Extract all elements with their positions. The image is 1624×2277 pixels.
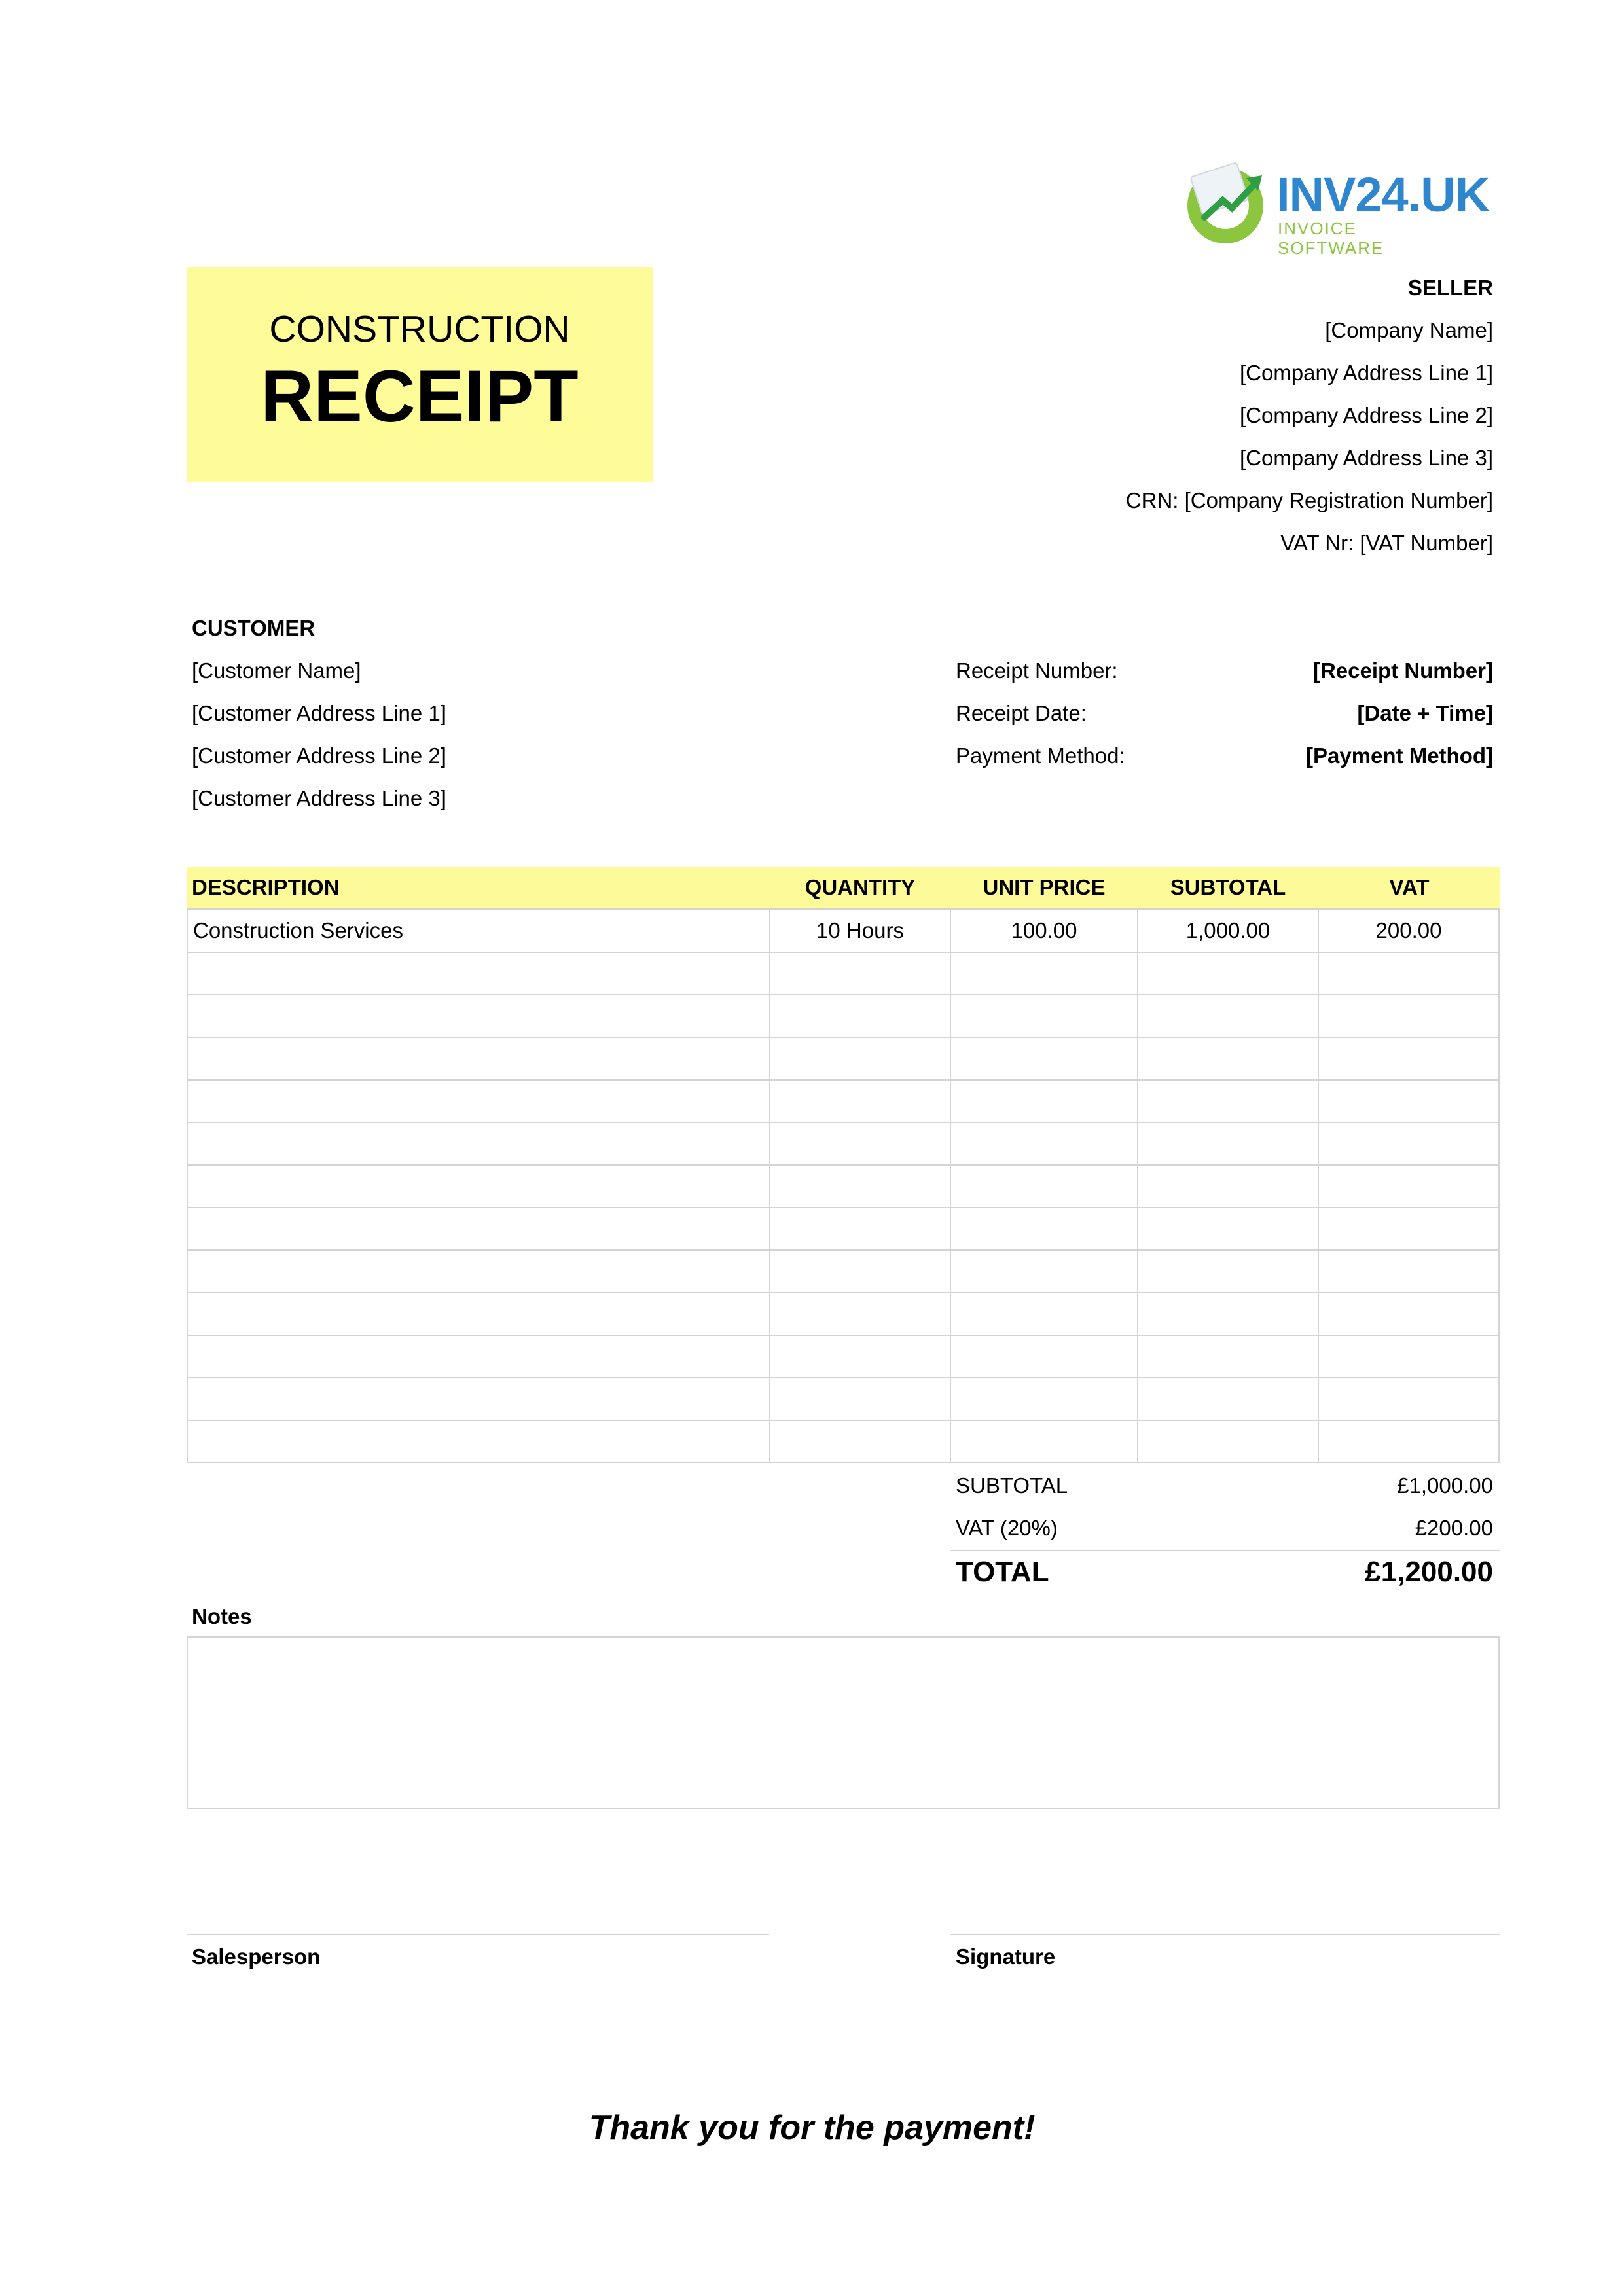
row-divider: [188, 1037, 1498, 1038]
column-header-subtotal: SUBTOTAL: [1170, 875, 1286, 899]
total-value: £1,200.00: [1365, 1556, 1493, 1588]
receipt-number-value: [Receipt Number]: [1312, 658, 1493, 683]
column-header-description: DESCRIPTION: [192, 875, 340, 899]
subtotal-label: SUBTOTAL: [956, 1473, 1068, 1497]
customer-address-line-1: [Customer Address Line 1]: [192, 701, 446, 725]
payment-method-value: [Payment Method]: [1305, 744, 1493, 768]
logo-icon: [1178, 157, 1276, 249]
row-divider: [188, 994, 1498, 995]
customer-heading: CUSTOMER: [192, 616, 316, 640]
table-cell-subtotal: 1,000.00: [1185, 918, 1271, 942]
table-cell-vat: 200.00: [1375, 918, 1442, 942]
salesperson-signature-line: [187, 1934, 769, 1935]
signature-line: [950, 1934, 1500, 1935]
row-divider: [188, 1377, 1498, 1378]
logo-name: INV24.UK: [1276, 168, 1490, 222]
seller-crn: CRN: [Company Registration Number]: [1125, 488, 1493, 512]
customer-address-line-2: [Customer Address Line 2]: [192, 744, 446, 768]
column-header-vat: VAT: [1389, 875, 1430, 899]
seller-heading: SELLER: [1407, 276, 1493, 300]
thank-you-message: Thank you for the payment!: [588, 2109, 1036, 2147]
receipt-date-label: Receipt Date:: [956, 701, 1087, 725]
row-divider: [188, 1335, 1498, 1336]
total-label: TOTAL: [956, 1556, 1049, 1588]
seller-company-name: [Company Name]: [1325, 318, 1493, 342]
table-cell-description: Construction Services: [193, 918, 403, 942]
seller-vat-number: VAT Nr: [VAT Number]: [1280, 531, 1493, 555]
customer-name: [Customer Name]: [192, 658, 361, 683]
row-divider: [188, 1122, 1498, 1123]
document-title-block: [187, 267, 653, 482]
notes-content: [188, 1638, 1498, 1648]
row-divider: [188, 1079, 1498, 1081]
table-cell-quantity: 10 Hours: [816, 918, 904, 942]
receipt-date-value: [Date + Time]: [1357, 701, 1493, 725]
seller-address-line-3: [Company Address Line 3]: [1239, 446, 1493, 470]
row-divider: [188, 1292, 1498, 1293]
column-divider: [1318, 910, 1319, 1462]
vat-label: VAT (20%): [956, 1516, 1058, 1540]
column-header-unit-price: UNIT PRICE: [983, 875, 1106, 899]
signature-label: Signature: [956, 1945, 1056, 1969]
company-logo: [1178, 157, 1490, 258]
document-title: RECEIPT: [261, 355, 579, 437]
column-divider: [950, 910, 951, 1462]
payment-method-label: Payment Method:: [956, 744, 1125, 768]
table-body: [187, 908, 1500, 1463]
salesperson-label: Salesperson: [192, 1945, 321, 1969]
column-header-quantity: QUANTITY: [804, 875, 916, 899]
notes-box[interactable]: [187, 1636, 1500, 1809]
totals-divider: [950, 1550, 1500, 1551]
table-header: [187, 867, 1500, 908]
row-divider: [188, 1249, 1498, 1251]
receipt-number-label: Receipt Number:: [956, 658, 1118, 683]
seller-address-line-1: [Company Address Line 1]: [1239, 361, 1493, 385]
row-divider: [188, 952, 1498, 953]
logo-tagline: INVOICE SOFTWARE: [1278, 219, 1384, 258]
column-divider: [769, 910, 770, 1462]
row-divider: [188, 1420, 1498, 1421]
notes-label: Notes: [192, 1604, 252, 1628]
vat-value: £200.00: [1415, 1516, 1493, 1540]
row-divider: [188, 1207, 1498, 1208]
items-table: [187, 867, 1500, 1465]
subtotal-value: £1,000.00: [1397, 1473, 1493, 1497]
table-cell-unit-price: 100.00: [1011, 918, 1077, 942]
seller-address-line-2: [Company Address Line 2]: [1239, 403, 1493, 427]
customer-address-line-3: [Customer Address Line 3]: [192, 786, 446, 810]
column-divider: [1137, 910, 1138, 1462]
row-divider: [188, 1164, 1498, 1166]
document-title-line1: CONSTRUCTION: [269, 308, 570, 350]
